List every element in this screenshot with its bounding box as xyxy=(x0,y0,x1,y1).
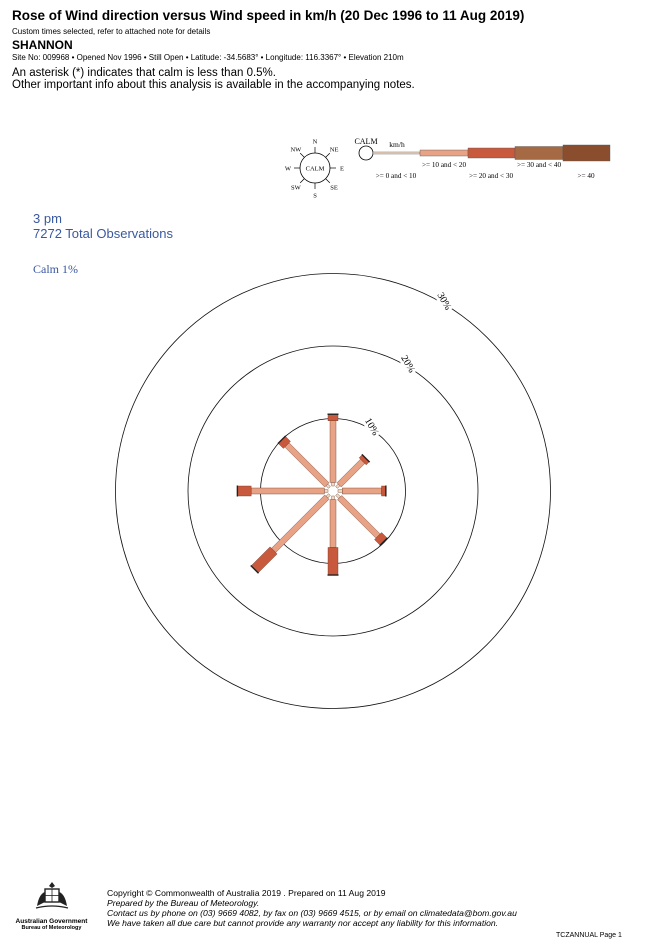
arm-n xyxy=(328,414,339,486)
arm-nw xyxy=(278,436,333,491)
arm-segment-n-3 xyxy=(328,414,338,421)
compass-label-sw: SW xyxy=(291,184,301,192)
station-name: SHANNON xyxy=(12,38,73,52)
ring-30 xyxy=(116,274,551,709)
footer-contact: Contact us by phone on (03) 9669 4082, by fax on (03) 9669 4515, or by email on climatedata@bom.gov.au xyxy=(107,908,517,918)
footer-prepared: Prepared by the Bureau of Meteorology. xyxy=(107,898,260,908)
compass-label-n: N xyxy=(312,138,318,146)
legend-label-3: >= 20 and < 30 xyxy=(468,172,514,180)
site-info: Site No: 009968 • Opened Nov 1996 • Still Open • Latitude: -34.5683° • Longitude: 116.3367° • Elevation 210m xyxy=(12,53,404,62)
arm-s xyxy=(328,496,339,575)
government-logo xyxy=(14,880,89,931)
legend-swatch-4 xyxy=(515,147,563,160)
arm-segment-n-1 xyxy=(332,482,335,486)
ring-label-10: 10% xyxy=(362,416,381,438)
arm-segment-n-2 xyxy=(330,421,336,483)
compass-label-nw: NW xyxy=(290,146,302,154)
footer-disclaimer: We have taken all due care but cannot provide any warranty nor accept any liability for this information. xyxy=(107,918,499,928)
arm-ne xyxy=(333,454,370,491)
speed-legend xyxy=(354,137,610,180)
coat-of-arms-icon xyxy=(32,880,72,912)
compass-label-e: E xyxy=(340,165,344,173)
compass-label-s: S xyxy=(313,192,317,200)
page-code: TCZANNUAL Page 1 xyxy=(556,932,622,939)
arm-segment-e-1 xyxy=(338,490,342,493)
legend-swatch-2 xyxy=(420,150,468,156)
government-name: Australian Government xyxy=(15,918,88,925)
arm-segment-w-2 xyxy=(251,488,324,494)
legend-label-1: >= 0 and < 10 xyxy=(375,172,417,180)
legend-label-5: >= 40 xyxy=(577,172,595,180)
arm-segment-w-3 xyxy=(237,486,251,496)
ring-label-20: 20% xyxy=(398,353,418,375)
arm-segment-ne-2 xyxy=(337,459,365,487)
info-note: Other important info about this analysis is available in the accompanying notes. xyxy=(12,79,415,91)
arm-segment-nw-2 xyxy=(285,443,329,487)
compass-label-w: W xyxy=(284,165,292,173)
arm-e xyxy=(338,486,386,497)
arm-segment-e-2 xyxy=(342,488,381,494)
compass-tick-nw xyxy=(300,153,304,157)
legend-swatch-1 xyxy=(373,152,420,154)
arm-sw xyxy=(251,491,334,574)
compass-tick-se xyxy=(326,179,330,183)
compass-tick-sw xyxy=(300,179,304,183)
arm-segment-sw-2 xyxy=(271,495,329,553)
calm-percent-label: Calm 1% xyxy=(33,262,78,276)
legend-calm-circle xyxy=(359,146,373,160)
arm-segment-s-1 xyxy=(332,496,335,500)
compass-label-se: SE xyxy=(330,184,338,192)
arm-se xyxy=(333,491,388,546)
compass-label-ne: NE xyxy=(329,146,339,154)
legend-label-4: >= 30 and < 40 xyxy=(516,161,562,169)
legend-swatch-5 xyxy=(563,145,610,161)
ring-label-30: 30% xyxy=(434,290,454,313)
legend-label-2: >= 10 and < 20 xyxy=(421,161,467,169)
footer-copyright: Copyright © Commonwealth of Australia 2019 . Prepared on 11 Aug 2019 xyxy=(107,888,386,898)
arm-segment-s-3 xyxy=(328,547,338,575)
compass-key xyxy=(285,139,344,200)
arm-w xyxy=(237,486,328,497)
arm-segment-se-2 xyxy=(337,495,380,538)
footer-text xyxy=(107,888,517,928)
bureau-name: Bureau of Meteorology xyxy=(21,925,82,931)
arm-segment-s-2 xyxy=(330,500,336,548)
observations-label: 7272 Total Observations xyxy=(33,226,173,241)
calm-note: An asterisk (*) indicates that calm is less than 0.5%. xyxy=(12,67,276,79)
time-label: 3 pm xyxy=(33,211,62,226)
legend-calm-label: CALM xyxy=(354,137,378,146)
legend-unit-label: km/h xyxy=(389,140,405,149)
ring-20 xyxy=(188,346,478,636)
compass-calm-label: CALM xyxy=(305,165,325,173)
compass-tick-ne xyxy=(326,153,330,157)
chart-title: Rose of Wind direction versus Wind speed in km/h (20 Dec 1996 to 11 Aug 2019) xyxy=(12,8,525,23)
legend-swatch-3 xyxy=(468,148,515,158)
percent-rings xyxy=(116,274,551,709)
arm-segment-w-1 xyxy=(324,490,328,493)
wind-arms xyxy=(237,414,387,575)
chart-subtitle: Custom times selected, refer to attached note for details xyxy=(12,27,211,36)
